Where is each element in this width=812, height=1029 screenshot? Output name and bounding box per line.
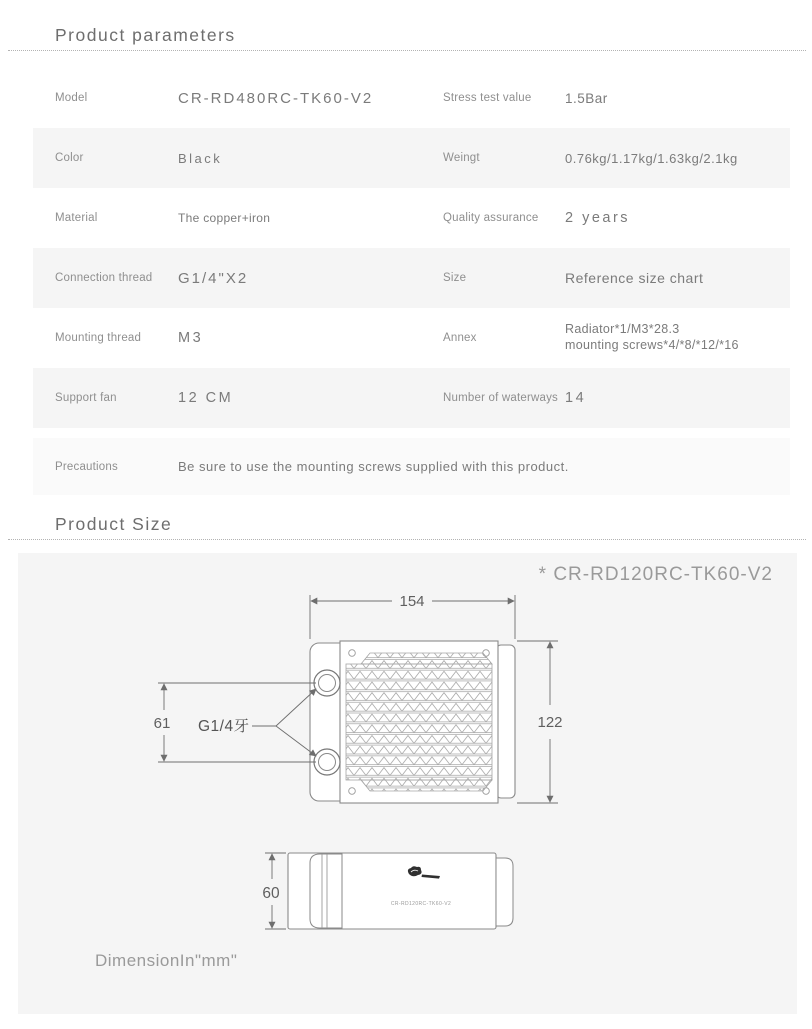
side-left-tank — [310, 854, 342, 928]
dim-label-port-spacing: 61 — [153, 715, 171, 732]
dimension-154 — [310, 593, 515, 639]
table-row — [33, 68, 790, 128]
dimension-unit-note: DimensionIn"mm" — [95, 951, 238, 970]
param-label: Material — [55, 212, 98, 224]
param-label: Number of waterways — [443, 392, 559, 404]
radiator-top-view — [310, 641, 515, 803]
param-value: The copper+iron — [178, 211, 271, 225]
fin-bottom-section — [361, 780, 492, 791]
size-section-title: Product Size — [55, 514, 173, 534]
thread-callout — [198, 689, 316, 756]
param-value: 14 — [565, 390, 587, 406]
param-label: Size — [443, 272, 467, 284]
param-label: Annex — [443, 332, 477, 344]
fin-top-section — [361, 653, 492, 664]
param-value: 12 CM — [178, 390, 234, 406]
table-row — [33, 188, 790, 248]
dim-label-side-height: 60 — [262, 885, 280, 902]
port-bottom-inner — [319, 754, 336, 771]
dim-label-width: 154 — [399, 593, 425, 610]
right-end-cap — [496, 645, 515, 798]
param-value: CR-RD480RC-TK60-V2 — [178, 89, 374, 107]
product-size-panel — [18, 553, 797, 1014]
table-row — [33, 368, 790, 428]
fin-core — [346, 664, 492, 780]
param-label: Quality assurance — [443, 212, 539, 224]
param-value: Reference size chart — [565, 270, 704, 286]
dimension-122 — [517, 641, 563, 803]
param-label: Precautions — [55, 460, 118, 473]
parameters-section-title: Product parameters — [55, 25, 236, 45]
param-value: 2 years — [565, 210, 631, 226]
dimension-60 — [262, 853, 286, 929]
dimension-diagram — [18, 553, 797, 1014]
param-value: G1/4"X2 — [178, 269, 249, 287]
param-label: Stress test value — [443, 92, 532, 104]
variant-model-label: * CR-RD120RC-TK60-V2 — [538, 564, 773, 585]
section-divider — [8, 539, 806, 540]
table-row — [33, 308, 790, 368]
param-value: 1.5Bar — [565, 90, 608, 106]
dim-label-height: 122 — [537, 714, 563, 731]
screw-hole — [349, 788, 356, 795]
radiator-side-view — [288, 853, 513, 929]
param-label: Mounting thread — [55, 332, 142, 344]
param-label: Model — [55, 92, 88, 104]
section-divider — [8, 50, 806, 51]
thread-label: G1/4牙 — [198, 718, 250, 735]
param-value: M3 — [178, 330, 204, 346]
annex-line-1: Radiator*1/M3*28.3 — [565, 322, 680, 337]
param-label: Weingt — [443, 152, 480, 164]
port-top-inner — [319, 675, 336, 692]
screw-hole — [349, 650, 356, 657]
parameters-table — [33, 68, 790, 495]
side-model-text: CR-RD120RC-TK60-V2 — [390, 901, 452, 907]
annex-line-2: mounting screws*4/*8/*12/*16 — [565, 338, 739, 352]
side-right-tab — [496, 858, 513, 926]
param-value — [565, 322, 790, 353]
param-label: Support fan — [55, 392, 117, 404]
table-row — [33, 128, 790, 188]
param-value: Black — [178, 150, 223, 166]
param-value: 0.76kg/1.17kg/1.63kg/2.1kg — [565, 150, 738, 166]
precautions-row — [33, 438, 790, 495]
param-label: Color — [55, 152, 84, 164]
table-row — [33, 248, 790, 308]
param-label: Connection thread — [55, 272, 153, 284]
precautions-text: Be sure to use the mounting screws supplied with this product. — [178, 459, 569, 474]
